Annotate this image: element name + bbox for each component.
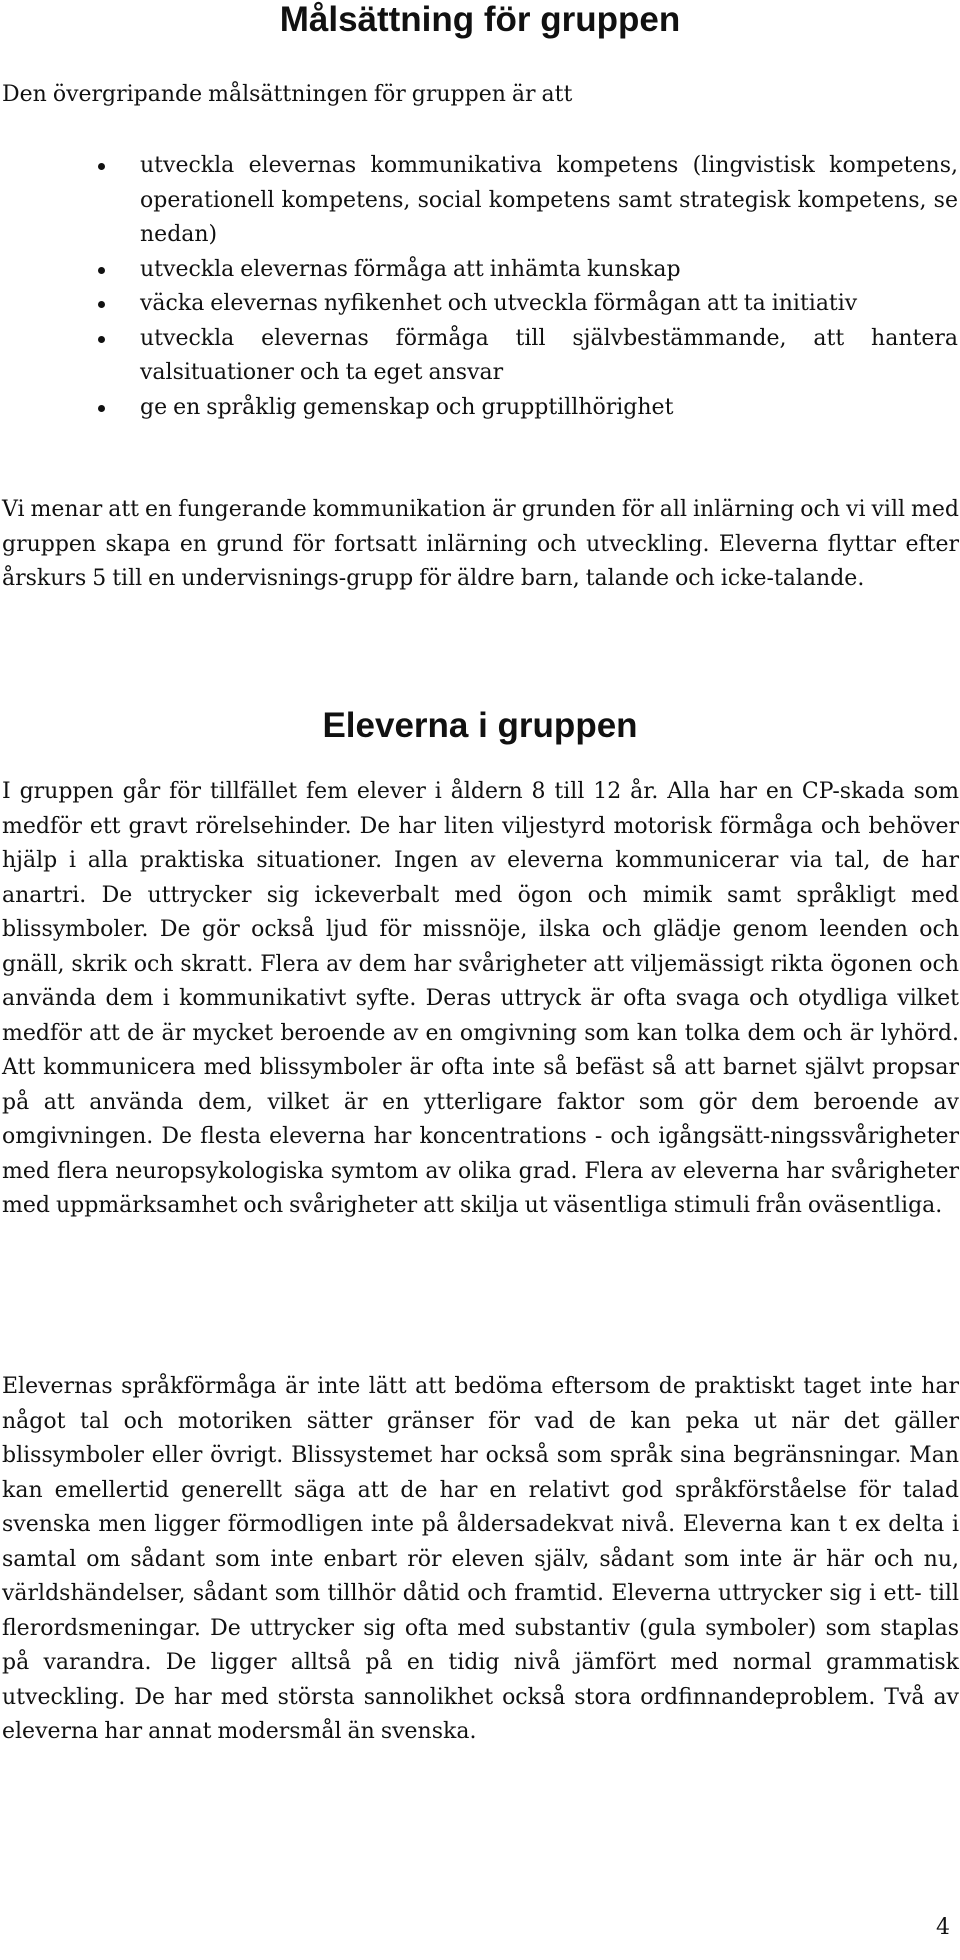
students-heading: Eleverna i gruppen — [322, 706, 638, 745]
bullet-text: utveckla elevernas förmåga till självbestämmande, att hantera valsituationer och ta eget ansvar — [140, 325, 958, 385]
bullet-item — [0, 287, 960, 322]
page-number: 4 — [936, 1915, 950, 1940]
bullet-text: ge en språklig gemenskap och grupptillhörighet — [140, 394, 674, 420]
bullet-item — [0, 253, 960, 288]
goal-heading: Målsättning för gruppen — [279, 0, 681, 39]
goal-paragraph: Vi menar att en fungerande kommunikation är grunden för all inlärning och vi vill med gruppen skapa en grund för fortsatt inlärning och utveckling. Eleverna flyttar efter årskurs 5 till en undervisnings-grupp för äldre barn, talande och icke-talande. — [2, 497, 959, 591]
bullet-text: utveckla elevernas förmåga att inhämta kunskap — [140, 256, 681, 282]
bullet-icon — [98, 163, 105, 170]
bullet-item — [0, 149, 960, 253]
intro-text: Den övergripande målsättningen för gruppen är att — [2, 82, 573, 107]
bullet-icon — [98, 405, 105, 412]
goal-bullet-list — [0, 149, 960, 425]
bullet-text: väcka elevernas nyfikenhet och utveckla förmågan att ta initiativ — [140, 291, 858, 316]
bullet-item — [0, 322, 960, 391]
bullet-icon — [98, 301, 105, 308]
bullet-icon — [98, 267, 105, 274]
bullet-icon — [98, 336, 105, 343]
students-paragraph-2: Elevernas språkförmåga är inte lätt att bedöma eftersom de praktiskt taget inte har något tal och motoriken sätter gränser för vad de kan peka ut när det gäller blissymboler eller övrigt. Blissystemet har också som språk sina begränsningar. Man kan emellertid generellt säga att de har en relativt god språkförståelse för talad svenska men ligger förmodligen inte på åldersadekvat nivå. Eleverna kan t ex delta i samtal om sådant som inte enbart rör eleven själv, sådant som inte är här och nu, världshändelser, sådant som tillhör dåtid och framtid. Eleverna uttrycker sig i ett- till flerordsmeningar. De uttrycker sig ofta med substantiv (gula symboler) som staplas på varandra. De ligger alltså på en tidig nivå jämfört med normal grammatisk utveckling. De har med största sannolikhet också stora ordfinnandeproblem. Två av eleverna har annat modersmål än svenska. — [2, 1374, 959, 1744]
bullet-text: utveckla elevernas kommunikativa kompetens (lingvistisk kompetens, operationell kompetens, social kompetens samt strategisk kompetens, se nedan) — [140, 153, 958, 247]
bullet-item — [0, 391, 960, 426]
students-paragraph-1: I gruppen går för tillfället fem elever i åldern 8 till 12 år. Alla har en CP-skada som medför ett gravt rörelsehinder. De har liten viljestyrd motorisk förmåga och behöver hjälp i alla praktiska situationer. Ingen av eleverna kommunicerar via tal, de har anartri. De uttrycker sig ickeverbalt med ögon och mimik samt språkligt med blissymboler. De gör också ljud för missnöje, ilska och glädje genom leenden och gnäll, skrik och skratt. Flera av dem har svårigheter att viljemässigt rikta ögonen och använda dem i kommunikativt syfte. Deras uttryck är ofta svaga och otydliga vilket medför att de är mycket beroende av en omgivning som kan tolka dem och är lyhörd. Att kommunicera med blissymboler är ofta inte så befäst så att barnet självt propsar på att använda dem, vilket är en ytterligare faktor som gör dem beroende av omgivningen. De flesta eleverna har koncentrations - och igångsätt-ningssvårigheter med flera neuropsykologiska symtom av olika grad. Flera av eleverna har svårigheter med uppmärksamhet och svårigheter att skilja ut väsentliga stimuli från oväsentliga. — [2, 779, 959, 1218]
